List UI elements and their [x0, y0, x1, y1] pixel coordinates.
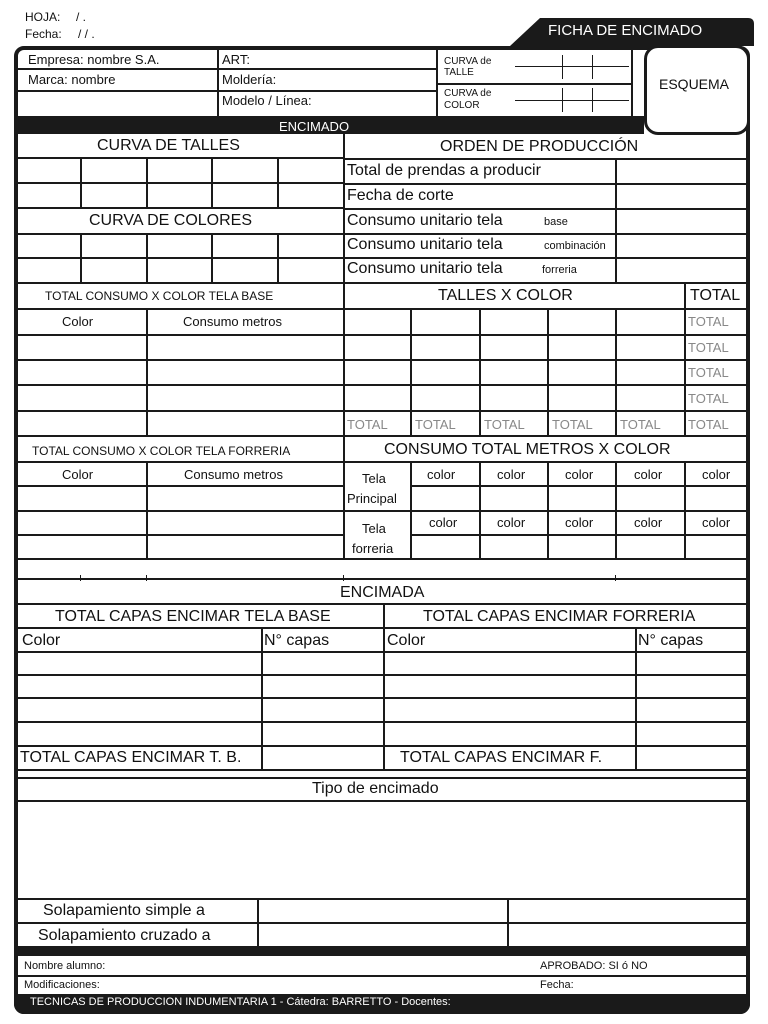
color-cell: color: [702, 515, 731, 530]
hoja-label: HOJA:: [25, 10, 61, 24]
tela-principal-label-2: Principal: [347, 491, 397, 506]
curva-colores-title: CURVA DE COLORES: [89, 212, 253, 229]
page-title: FICHA DE ENCIMADO: [548, 22, 703, 39]
tela-forreria-label-2: forreria: [352, 541, 394, 556]
total-prendas-label: Total de prendas a producir: [347, 162, 541, 179]
consumo-forreria-label: Consumo unitario tela: [347, 260, 503, 277]
solapamiento-simple-label: Solapamiento simple a: [43, 902, 205, 919]
encimar-forreria-title: TOTAL CAPAS ENCIMAR FORRERIA: [423, 608, 696, 625]
color-cell: color: [427, 467, 456, 482]
column-total: TOTAL: [620, 417, 661, 432]
marca-field[interactable]: Marca: nombre: [28, 72, 116, 87]
encimar-base-capas-header: N° capas: [264, 632, 330, 649]
total-capas-tb-label: TOTAL CAPAS ENCIMAR T. B.: [20, 749, 242, 766]
total-capas-f-label: TOTAL CAPAS ENCIMAR F.: [400, 749, 603, 766]
consumo-combinacion-label: Consumo unitario tela: [347, 236, 503, 253]
curva-talles-title: CURVA DE TALLES: [97, 137, 240, 154]
consumo-base-metros-header: Consumo metros: [183, 314, 282, 329]
solapamiento-cruzado-label: Solapamiento cruzado a: [38, 927, 211, 944]
row-total: TOTAL: [688, 340, 729, 355]
consumo-total-title: CONSUMO TOTAL METROS X COLOR: [384, 441, 671, 458]
orden-produccion-title: ORDEN DE PRODUCCIÓN: [440, 138, 639, 155]
color-cell: color: [565, 515, 594, 530]
encimar-base-title: TOTAL CAPAS ENCIMAR TELA BASE: [55, 608, 331, 625]
footer-credits: TECNICAS DE PRODUCCION INDUMENTARIA 1 - Cátedra: BARRETTO - Docentes:: [30, 996, 451, 1008]
consumo-forreria-title: TOTAL CONSUMO X COLOR TELA FORRERIA: [32, 444, 291, 458]
tela-principal-label: Tela: [362, 471, 386, 486]
encimado-bar-label: ENCIMADO: [279, 119, 350, 134]
hoja-value: / .: [76, 10, 87, 24]
color-cell: color: [429, 515, 458, 530]
tipo-encimado-area[interactable]: [20, 802, 748, 897]
column-total: TOTAL: [552, 417, 593, 432]
curva-talle-label-2: TALLE: [444, 67, 474, 78]
consumo-combinacion-tag: combinación: [544, 240, 606, 252]
tela-forreria-label: Tela: [362, 521, 386, 536]
fecha-value: / / .: [78, 27, 95, 41]
column-total: TOTAL: [347, 417, 388, 432]
modificaciones-field[interactable]: Modificaciones:: [24, 979, 100, 991]
row-total: TOTAL: [688, 417, 729, 432]
encimar-base-color-header: Color: [22, 632, 61, 649]
color-cell: color: [497, 515, 526, 530]
encimar-forreria-color-header: Color: [387, 632, 426, 649]
encimada-title: ENCIMADA: [340, 584, 425, 601]
empresa-field[interactable]: Empresa: nombre S.A.: [28, 52, 160, 67]
color-cell: color: [634, 467, 663, 482]
tipo-encimado-title: Tipo de encimado: [312, 780, 439, 797]
fecha-label: Fecha:: [25, 27, 62, 41]
color-cell: color: [565, 467, 594, 482]
column-total: TOTAL: [484, 417, 525, 432]
color-cell: color: [702, 467, 731, 482]
molderia-field[interactable]: Moldería:: [222, 72, 277, 87]
consumo-forreria-metros-header: Consumo metros: [184, 467, 283, 482]
color-cell: color: [634, 515, 663, 530]
color-cell: color: [497, 467, 526, 482]
consumo-base-tag: base: [544, 216, 568, 228]
curva-talle-label: CURVA de: [444, 56, 492, 67]
row-total: TOTAL: [688, 391, 729, 406]
consumo-base-color-header: Color: [62, 314, 94, 329]
consumo-base-label: Consumo unitario tela: [347, 212, 503, 229]
fecha-corte-label: Fecha de corte: [347, 187, 454, 204]
modelo-field[interactable]: Modelo / Línea:: [222, 93, 312, 108]
consumo-forreria-tag: forreria: [542, 264, 577, 276]
column-total: TOTAL: [415, 417, 456, 432]
nombre-alumno-field[interactable]: Nombre alumno:: [24, 960, 106, 972]
curva-color-label-2: COLOR: [444, 100, 480, 111]
art-field[interactable]: ART:: [222, 52, 250, 67]
talles-color-title: TALLES X COLOR: [438, 287, 573, 304]
encimar-forreria-capas-header: N° capas: [638, 632, 704, 649]
consumo-base-title: TOTAL CONSUMO X COLOR TELA BASE: [45, 289, 274, 303]
fecha-footer-field[interactable]: Fecha:: [540, 979, 574, 991]
row-total: TOTAL: [688, 314, 729, 329]
esquema-label: ESQUEMA: [659, 76, 730, 92]
consumo-forreria-color-header: Color: [62, 467, 94, 482]
aprobado-field[interactable]: APROBADO: SI ó NO: [540, 960, 648, 972]
talles-total-header: TOTAL: [690, 287, 741, 304]
curva-color-label: CURVA de: [444, 88, 492, 99]
row-total: TOTAL: [688, 365, 729, 380]
